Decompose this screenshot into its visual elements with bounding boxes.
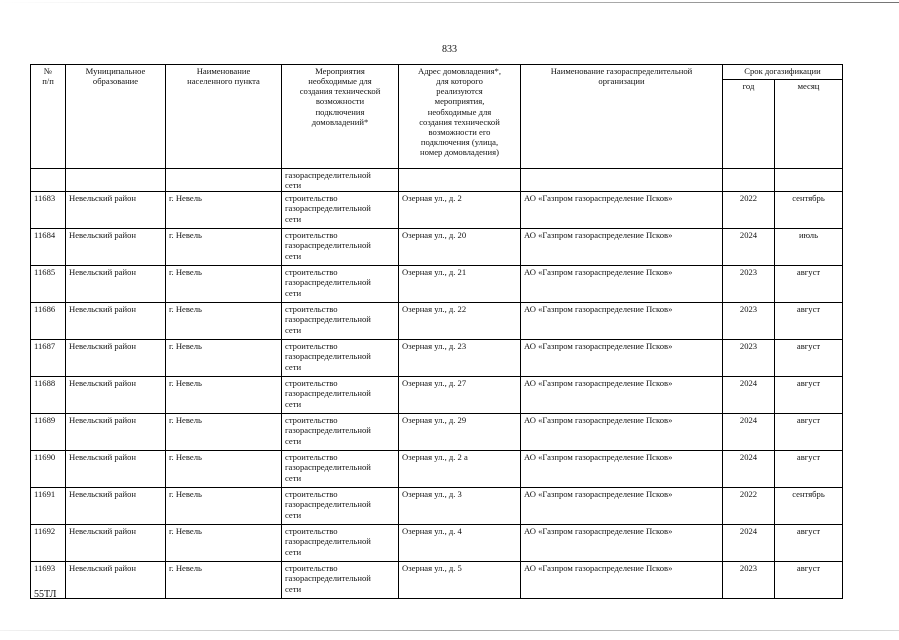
cell-measures: строительство газораспределительной сети [282,340,399,377]
cell-year: 2024 [723,525,775,562]
cell-num: 11686 [31,303,66,340]
cell-year: 2022 [723,488,775,525]
cell-measures: строительство газораспределительной сети [282,451,399,488]
table-row [31,266,843,303]
cell-measures: строительство газораспределительной сети [282,414,399,451]
cell-municipality: Невельский район [66,303,166,340]
cell-num: 11683 [31,192,66,229]
cell-municipality: Невельский район [66,229,166,266]
cell-num: 11692 [31,525,66,562]
cell-organization: АО «Газпром газораспределение Псков» [521,488,723,525]
cell-address: Озерная ул., д. 20 [399,229,521,266]
cell-year: 2023 [723,266,775,303]
cell-settlement: г. Невель [166,525,282,562]
cell-municipality: Невельский район [66,562,166,599]
cell-address [399,169,521,192]
cell-year: 2023 [723,340,775,377]
cell-organization: АО «Газпром газораспределение Псков» [521,303,723,340]
cell-organization [521,169,723,192]
cell-municipality: Невельский район [66,414,166,451]
cell-municipality: Невельский район [66,525,166,562]
cell-month: август [775,266,843,303]
cell-num: 11689 [31,414,66,451]
cell-settlement [166,169,282,192]
cell-address: Озерная ул., д. 27 [399,377,521,414]
header-num: № п/п [31,65,66,169]
cell-municipality: Невельский район [66,451,166,488]
cell-month: август [775,525,843,562]
cell-organization: АО «Газпром газораспределение Псков» [521,525,723,562]
cell-address: Озерная ул., д. 5 [399,562,521,599]
cell-municipality: Невельский район [66,340,166,377]
cell-month: июль [775,229,843,266]
table-row [31,303,843,340]
cell-measures: строительство газораспределительной сети [282,377,399,414]
gasification-table [30,64,843,599]
header-address: Адрес домовладения*, для которого реализуются мероприятия, необходимые для создания технической возможности его подключения (улица, номер домовладения) [399,65,521,169]
cell-organization: АО «Газпром газораспределение Псков» [521,562,723,599]
document-code: 55ТЛ [34,589,57,600]
cell-organization: АО «Газпром газораспределение Псков» [521,266,723,303]
cell-year: 2024 [723,414,775,451]
header-term: Срок догазификации [723,65,843,80]
cell-year: 2023 [723,562,775,599]
scan-edge-bottom [0,630,899,631]
cell-organization: АО «Газпром газораспределение Псков» [521,377,723,414]
cell-measures: строительство газораспределительной сети [282,525,399,562]
cell-organization: АО «Газпром газораспределение Псков» [521,451,723,488]
cell-address: Озерная ул., д. 22 [399,303,521,340]
cell-year: 2024 [723,229,775,266]
cell-settlement: г. Невель [166,266,282,303]
table-row [31,414,843,451]
header-measures: Мероприятия необходимые для создания технической возможности подключения домовладений* [282,65,399,169]
cell-month: сентябрь [775,488,843,525]
header-municipality: Муниципальное образование [66,65,166,169]
cell-year: 2024 [723,451,775,488]
cell-municipality [66,169,166,192]
cell-month [775,169,843,192]
table-body [31,169,843,599]
table-row-continuation [31,169,843,192]
cell-num: 11693 [31,562,66,599]
cell-year [723,169,775,192]
cell-settlement: г. Невель [166,451,282,488]
header-organization: Наименование газораспределительной организации [521,65,723,169]
cell-settlement: г. Невель [166,192,282,229]
cell-address: Озерная ул., д. 4 [399,525,521,562]
cell-year: 2023 [723,303,775,340]
header-year: год [723,80,775,169]
cell-month: август [775,377,843,414]
cell-address: Озерная ул., д. 29 [399,414,521,451]
table-row [31,562,843,599]
cell-settlement: г. Невель [166,488,282,525]
cell-year: 2024 [723,377,775,414]
table-row [31,340,843,377]
cell-measures: газораспределительной сети [282,169,399,192]
cell-organization: АО «Газпром газораспределение Псков» [521,229,723,266]
cell-month: август [775,340,843,377]
table-row [31,192,843,229]
cell-month: август [775,303,843,340]
cell-address: Озерная ул., д. 23 [399,340,521,377]
cell-num [31,169,66,192]
cell-organization: АО «Газпром газораспределение Псков» [521,340,723,377]
cell-address: Озерная ул., д. 3 [399,488,521,525]
table-row [31,451,843,488]
cell-month: август [775,562,843,599]
cell-num: 11690 [31,451,66,488]
cell-organization: АО «Газпром газораспределение Псков» [521,192,723,229]
table-row [31,229,843,266]
cell-municipality: Невельский район [66,192,166,229]
cell-address: Озерная ул., д. 21 [399,266,521,303]
header-month: месяц [775,80,843,169]
cell-address: Озерная ул., д. 2 а [399,451,521,488]
cell-measures: строительство газораспределительной сети [282,266,399,303]
cell-num: 11687 [31,340,66,377]
cell-municipality: Невельский район [66,266,166,303]
cell-month: август [775,451,843,488]
cell-settlement: г. Невель [166,377,282,414]
cell-measures: строительство газораспределительной сети [282,562,399,599]
cell-measures: строительство газораспределительной сети [282,192,399,229]
table-row [31,377,843,414]
cell-month: сентябрь [775,192,843,229]
scan-edge-top [0,2,899,3]
cell-settlement: г. Невель [166,340,282,377]
cell-settlement: г. Невель [166,562,282,599]
cell-year: 2022 [723,192,775,229]
cell-address: Озерная ул., д. 2 [399,192,521,229]
cell-num: 11691 [31,488,66,525]
table-header [31,65,843,169]
cell-num: 11685 [31,266,66,303]
cell-num: 11688 [31,377,66,414]
cell-month: август [775,414,843,451]
table-row [31,488,843,525]
cell-settlement: г. Невель [166,414,282,451]
cell-municipality: Невельский район [66,377,166,414]
cell-num: 11684 [31,229,66,266]
cell-settlement: г. Невель [166,229,282,266]
page-number: 833 [442,44,457,55]
cell-measures: строительство газораспределительной сети [282,488,399,525]
cell-measures: строительство газораспределительной сети [282,303,399,340]
header-settlement: Наименование населенного пункта [166,65,282,169]
cell-settlement: г. Невель [166,303,282,340]
cell-organization: АО «Газпром газораспределение Псков» [521,414,723,451]
cell-measures: строительство газораспределительной сети [282,229,399,266]
table-row [31,525,843,562]
cell-municipality: Невельский район [66,488,166,525]
